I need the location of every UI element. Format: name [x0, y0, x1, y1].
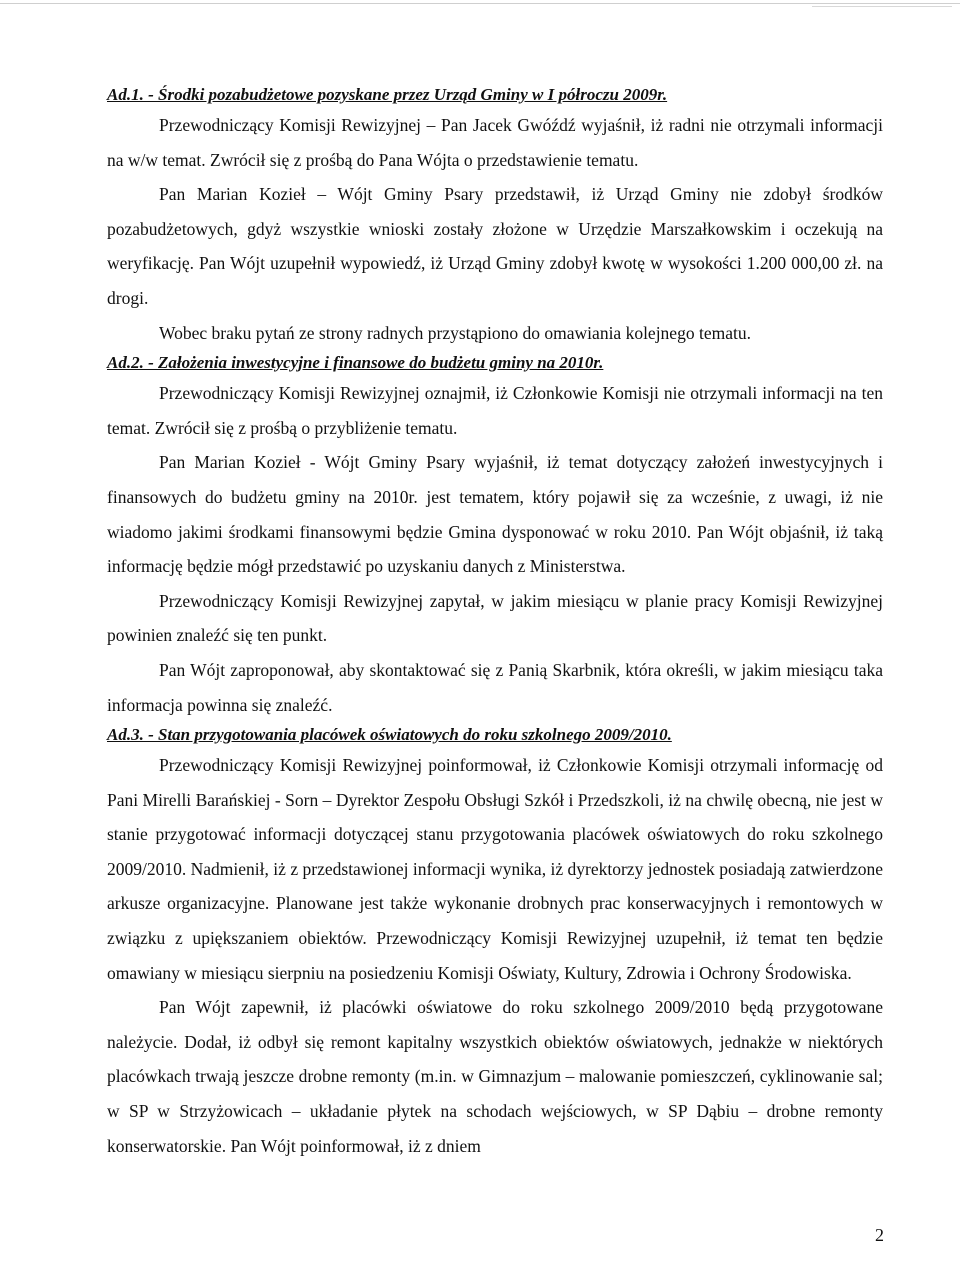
- paragraph: Pan Marian Kozieł – Wójt Gminy Psary przedstawił, iż Urząd Gminy nie zdobył środków pozabudżetowych, gdyż wszystkie wnioski zostały złożone w Urzędzie Marszałkowskim i oczekują na weryfikację. Pan Wójt uzupełnił wypowiedź, iż Urząd Gminy zdobył kwotę w wysokości 1.200 000,00 zł. na drogi.: [107, 184, 883, 308]
- paragraph: Przewodniczący Komisji Rewizyjnej – Pan Jacek Gwóźdź wyjaśnił, iż radni nie otrzymali informacji na w/w temat. Zwrócił się z prośbą do Pana Wójta o przedstawienie tematu.: [107, 115, 883, 170]
- section-heading-ad2: Ad.2. - Założenia inwestycyjne i finansowe do budżetu gminy na 2010r.: [107, 353, 604, 373]
- paragraph: Przewodniczący Komisji Rewizyjnej zapytał, w jakim miesiącu w planie pracy Komisji Rewizyjnej powinien znaleźć się ten punkt.: [107, 590, 883, 646]
- top-rule-short: [812, 6, 952, 7]
- paragraph: Pan Wójt zaproponował, aby skontaktować się z Panią Skarbnik, która określi, w jakim miesiącu taka informacja powinna się znaleźć.: [107, 659, 883, 715]
- page-number: 2: [875, 1225, 884, 1245]
- document-page: [107, 82, 883, 1163]
- paragraph: Przewodniczący Komisji Rewizyjnej poinformował, iż Członkowie Komisji otrzymali informację od Pani Mirelli Barańskiej - Sorn – Dyrektor Zespołu Obsługi Szkół i Przedszkoli, iż na chwilę obecną, nie jest w stanie przygotować informacji dotyczącej stanu przygotowania placówek oświatowych do roku szkolnego 2009/2010. Nadmienił, iż z przedstawionej informacji wynika, iż dyrektorzy jednostek posiadają zatwierdzone arkusze organizacyjne. Planowane jest także wykonanie drobnych prac konserwacyjnych i remontowych w związku z upiększaniem obiektów. Przewodniczący Komisji Rewizyjnej uzupełnił, iż temat ten będzie omawiany w miesiącu sierpniu na posiedzeniu Komisji Oświaty, Kultury, Zdrowia i Ochrony Środowiska.: [107, 755, 883, 983]
- section-heading-ad3: Ad.3. - Stan przygotowania placówek oświatowych do roku szkolnego 2009/2010.: [107, 725, 672, 745]
- paragraph: Pan Marian Kozieł - Wójt Gminy Psary wyjaśnił, iż temat dotyczący założeń inwestycyjnych i finansowych do budżetu gminy na 2010r. jest tematem, który pojawił się za wcześnie, z uwagi, iż nie wiadomo jakimi środkami finansowymi będzie Gmina dysponować w roku 2010. Pan Wójt objaśnił, iż taką informację będzie mógł przedstawić po uzyskaniu danych z Ministerstwa.: [107, 452, 883, 577]
- paragraph: Wobec braku pytań ze strony radnych przystąpiono do omawiania kolejnego tematu.: [159, 322, 751, 343]
- paragraph: Przewodniczący Komisji Rewizyjnej oznajmił, iż Członkowie Komisji nie otrzymali informacji na ten temat. Zwrócił się z prośbą o przybliżenie tematu.: [107, 383, 883, 438]
- top-rule: [0, 3, 960, 4]
- section-heading-ad1: Ad.1. - Środki pozabudżetowe pozyskane przez Urząd Gminy w I półroczu 2009r.: [107, 85, 668, 104]
- paragraph: Pan Wójt zapewnił, iż placówki oświatowe do roku szkolnego 2009/2010 będą przygotowane należycie. Dodał, iż odbył się remont kapitalny wszystkich obiektów oświatowych, jednakże w niektórych placówkach trwają jeszcze drobne remonty (m.in. w Gimnazjum – malowanie pomieszczeń, cyklinowanie sal; w SP w Strzyżowicach – układanie płytek na schodach wejściowych, w SP Dąbiu – drobne remonty konserwatorskie. Pan Wójt poinformował, iż z dniem: [107, 997, 883, 1156]
